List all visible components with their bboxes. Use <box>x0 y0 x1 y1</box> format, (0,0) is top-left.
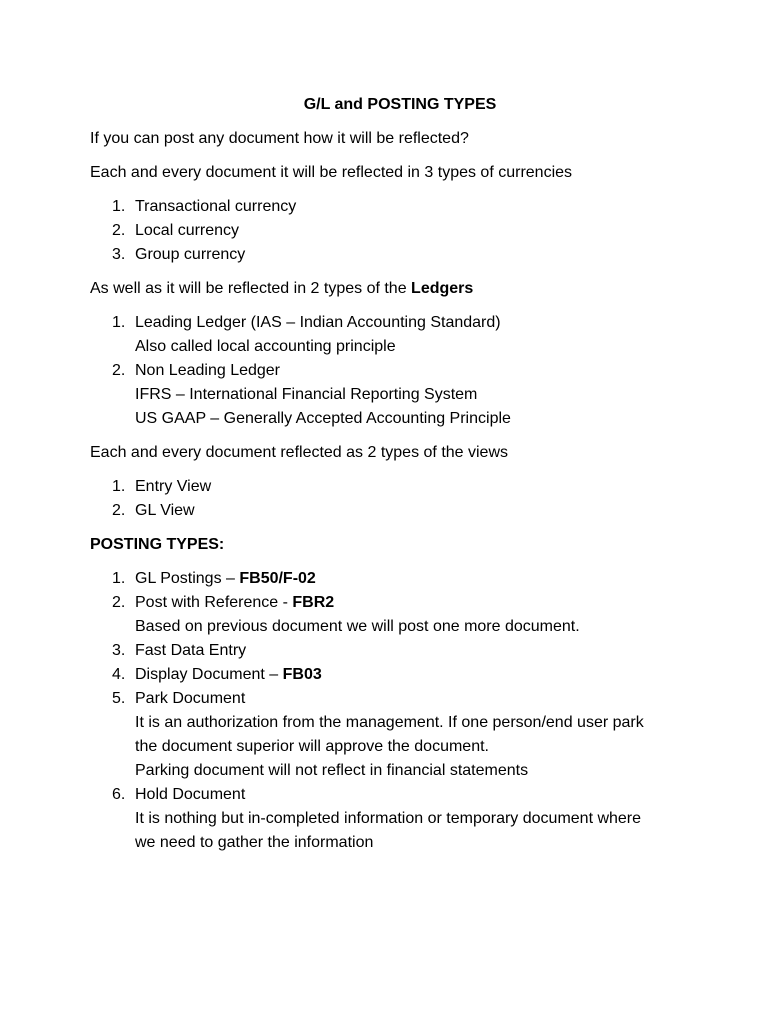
currencies-list <box>90 195 710 267</box>
list-item <box>90 359 710 431</box>
ledgers-intro-bold: Ledgers <box>411 280 474 297</box>
list-item-text: Hold Document <box>135 786 246 803</box>
list-number: 2. <box>112 222 126 239</box>
views-list <box>90 475 710 523</box>
list-number: 2. <box>112 362 126 379</box>
currencies-intro: Each and every document it will be reflected in 3 types of currencies <box>90 164 573 181</box>
list-item <box>90 639 710 663</box>
transaction-code: FBR2 <box>292 594 335 611</box>
list-item-text: Transactional currency <box>135 198 297 215</box>
list-number: 4. <box>112 666 126 683</box>
list-item-subtext: the document superior will approve the document. <box>135 738 489 755</box>
list-item-text: Group currency <box>135 246 246 263</box>
list-item-text: GL Postings – <box>135 570 240 587</box>
list-number: 1. <box>112 570 126 587</box>
list-item-subtext: It is an authorization from the management. If one person/end user park <box>135 714 644 731</box>
ledgers-intro-text: As well as it will be reflected in 2 types of the <box>90 280 412 297</box>
list-item-text: Leading Ledger (IAS – Indian Accounting Standard) <box>135 314 501 331</box>
list-item-text: Park Document <box>135 690 246 707</box>
list-number: 5. <box>112 690 126 707</box>
list-item-subtext: we need to gather the information <box>135 834 374 851</box>
list-item <box>90 243 710 267</box>
list-item-subtext: Based on previous document we will post one more document. <box>135 618 580 635</box>
list-item <box>90 219 710 243</box>
list-number: 2. <box>112 502 126 519</box>
list-item-subtext: US GAAP – Generally Accepted Accounting Principle <box>135 410 511 427</box>
list-item <box>90 783 710 855</box>
list-item <box>90 311 710 359</box>
list-item-subtext: IFRS – International Financial Reporting System <box>135 386 478 403</box>
list-number: 3. <box>112 246 126 263</box>
list-item <box>90 687 710 783</box>
ledgers-list <box>90 311 710 431</box>
views-intro: Each and every document reflected as 2 types of the views <box>90 444 509 461</box>
list-item-subtext: Parking document will not reflect in financial statements <box>135 762 529 779</box>
list-item-text: Non Leading Ledger <box>135 362 281 379</box>
list-number: 3. <box>112 642 126 659</box>
list-item <box>90 499 710 523</box>
list-item <box>90 663 710 687</box>
transaction-code: FB03 <box>282 666 322 683</box>
list-item-subtext: It is nothing but in-completed information or temporary document where <box>135 810 642 827</box>
list-number: 1. <box>112 198 126 215</box>
ledgers-intro <box>90 277 710 301</box>
list-item-text: Fast Data Entry <box>135 642 247 659</box>
intro-question: If you can post any document how it will be reflected? <box>90 130 469 147</box>
document-title: G/L and POSTING TYPES <box>303 96 497 113</box>
list-item-text-line <box>135 663 710 687</box>
list-item-text: Entry View <box>135 478 212 495</box>
list-item <box>90 591 710 639</box>
list-number: 6. <box>112 786 126 803</box>
list-item <box>90 195 710 219</box>
list-number: 1. <box>112 478 126 495</box>
list-item-text: Local currency <box>135 222 240 239</box>
transaction-code: FB50/F-02 <box>239 570 316 587</box>
list-number: 1. <box>112 314 126 331</box>
list-item-text: Post with Reference - <box>135 594 293 611</box>
list-item-text: Display Document – <box>135 666 283 683</box>
posting-types-heading: POSTING TYPES: <box>90 536 225 553</box>
list-item-text: GL View <box>135 502 195 519</box>
list-item-text-line <box>135 591 710 615</box>
list-item <box>90 475 710 499</box>
document-page <box>90 93 710 865</box>
list-item <box>90 567 710 591</box>
posting-types-list <box>90 567 710 855</box>
list-item-text-line <box>135 567 710 591</box>
list-item-subtext: Also called local accounting principle <box>135 338 396 355</box>
list-number: 2. <box>112 594 126 611</box>
